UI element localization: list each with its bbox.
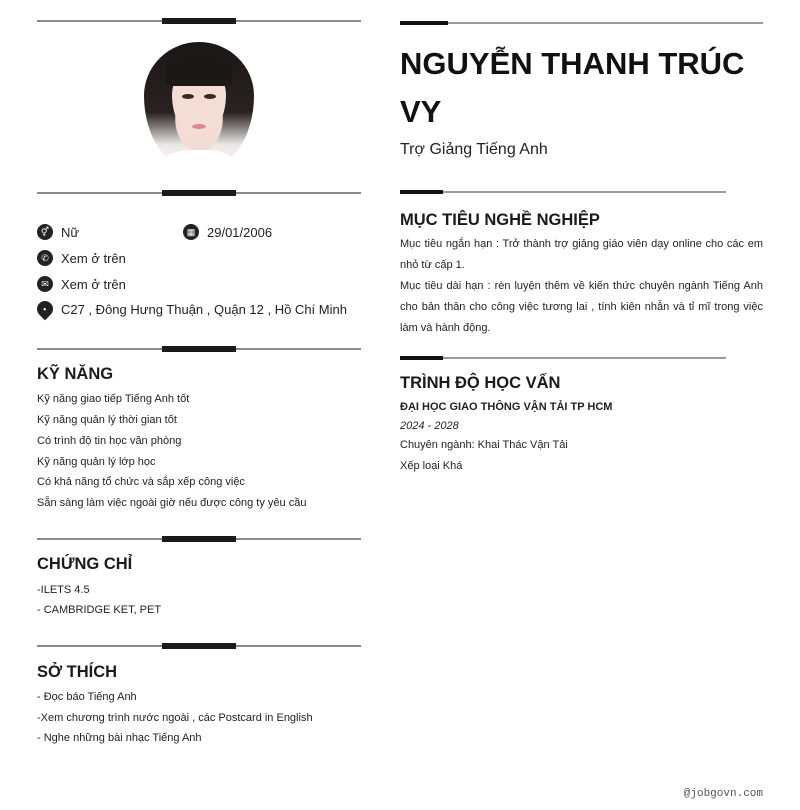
grade: Xếp loại Khá xyxy=(400,460,463,472)
address-row xyxy=(37,300,347,318)
hobby-item: - Đọc báo Tiếng Anh xyxy=(37,691,137,703)
objective-long-term: Mục tiêu dài hạn : rèn luyện thêm về kiến thức chuyên ngành Tiếng Anh cho bản thân cho công việc tương lai , tính kiên nhẫn và tỉ mĩ trong việc làm và hành động. xyxy=(400,280,763,334)
job-title: Trợ Giảng Tiếng Anh xyxy=(400,141,548,158)
envelope-icon: ✉ xyxy=(37,276,53,292)
divider xyxy=(400,356,726,360)
candidate-name: NGUYỄN THANH TRÚC VY xyxy=(400,46,745,129)
divider xyxy=(400,190,726,194)
divider xyxy=(37,643,361,649)
study-years: 2024 - 2028 xyxy=(400,420,459,432)
skill-item: Sẵn sàng làm việc ngoài giờ nếu được công ty yêu cầu xyxy=(37,497,307,509)
calendar-icon: ▦ xyxy=(183,224,199,240)
email-row xyxy=(37,275,126,293)
skill-item: Kỹ năng quản lý lớp học xyxy=(37,456,156,468)
birthday-value: 29/01/2006 xyxy=(207,224,273,240)
skill-item: Kỹ năng giao tiếp Tiếng Anh tốt xyxy=(37,393,190,405)
objective-short-term: Mục tiêu ngắn hạn : Trở thành trợ giảng giáo viên dạy online cho các em nhỏ từ cấp 1. xyxy=(400,238,763,271)
email-value: Xem ở trên xyxy=(61,276,126,292)
certificate-item: -ILETS 4.5 xyxy=(37,584,90,596)
skill-item: Kỹ năng quản lý thời gian tốt xyxy=(37,414,177,426)
phone-value: Xem ở trên xyxy=(61,250,126,266)
skills-title: KỸ NĂNG xyxy=(37,365,114,383)
gender-row xyxy=(37,223,79,241)
profile-photo xyxy=(144,42,254,170)
divider xyxy=(37,18,361,24)
hobby-item: - Nghe những bài nhạc Tiếng Anh xyxy=(37,732,202,744)
hobbies-title: SỞ THÍCH xyxy=(37,663,118,681)
map-pin-icon: • xyxy=(34,298,57,321)
divider xyxy=(37,190,361,196)
address-value: C27 , Đông Hưng Thuận , Quận 12 , Hồ Chí Minh xyxy=(61,301,347,317)
divider xyxy=(37,346,361,352)
divider xyxy=(37,536,361,542)
divider xyxy=(400,21,763,25)
phone-icon: ✆ xyxy=(37,250,53,266)
gender-icon: ⚥ xyxy=(37,224,53,240)
hobby-item: -Xem chương trình nước ngoài , các Postcard in English xyxy=(37,712,313,724)
gender-value: Nữ xyxy=(61,224,80,240)
phone-row xyxy=(37,249,126,267)
skill-item: Có khả năng tổ chức và sắp xếp công việc xyxy=(37,476,245,488)
watermark: @jobgovn.com xyxy=(683,788,763,800)
skill-item: Có trình độ tin học văn phòng xyxy=(37,435,182,447)
certificate-item: - CAMBRIDGE KET, PET xyxy=(37,604,162,616)
school-name: ĐẠI HỌC GIAO THÔNG VẬN TẢI TP HCM xyxy=(400,401,613,413)
major: Chuyên ngành: Khai Thác Vận Tải xyxy=(400,439,568,451)
objective-title: MỤC TIÊU NGHỀ NGHIỆP xyxy=(400,211,600,229)
birthday-row xyxy=(183,223,272,241)
education-title: TRÌNH ĐỘ HỌC VẤN xyxy=(400,374,561,392)
certificates-title: CHỨNG CHỈ xyxy=(37,555,133,573)
